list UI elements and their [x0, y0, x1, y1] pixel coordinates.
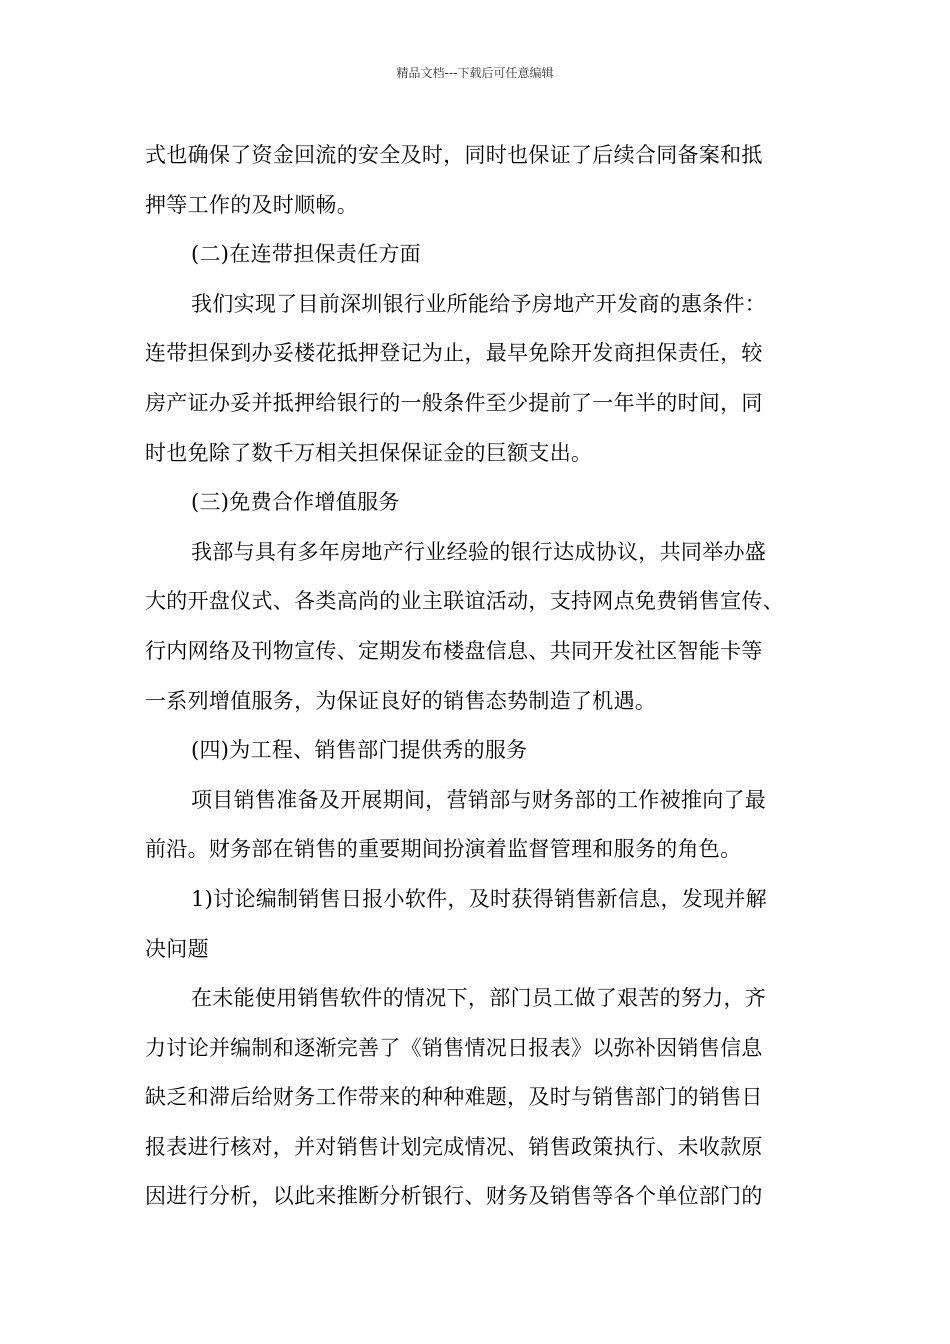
section-heading-4: (四)为工程、销售部门提供秀的服务: [191, 738, 528, 763]
text-line-15: 前沿。财务部在销售的重要期间扮演着监督管理和服务的角色。: [145, 837, 742, 862]
section-heading-3: (三)免费合作增值服务: [191, 490, 400, 515]
subsection-heading-1: 1)讨论编制销售日报小软件，及时获得销售新信息，发现并解: [191, 886, 767, 911]
text-line-21: 报表进行核对，并对销售计划完成情况、销售政策执行、未收款原: [145, 1134, 763, 1159]
document-body: [145, 131, 815, 1222]
text-line-6: 房产证办妥并抵押给银行的一般条件至少提前了一年半的时间，同: [145, 390, 763, 415]
text-line-2: 押等工作的及时顺畅。: [145, 192, 358, 217]
text-line-14: 项目销售准备及开展期间，营销部与财务部的工作被推向了最: [191, 787, 767, 812]
text-line-7: 时也免除了数千万相关担保保证金的巨额支出。: [145, 440, 593, 465]
section-heading-2: (二)在连带担保责任方面: [191, 242, 421, 267]
text-line-4: 我们实现了目前深圳银行业所能给予房地产开发商的惠条件：: [191, 291, 767, 316]
page-header: 精品文档---下载后可任意编辑: [396, 66, 554, 80]
text-line-1: 式也确保了资金回流的安全及时，同时也保证了后续合同备案和抵: [145, 143, 763, 167]
text-line-5: 连带担保到办妥楼花抵押登记为止，最早免除开发商担保责任，较: [145, 341, 763, 366]
text-line-17: 决问题: [145, 936, 209, 961]
text-line-10: 大的开盘仪式、各类高尚的业主联谊活动，支持网点免费销售宣传、: [145, 589, 784, 614]
text-line-18: 在未能使用销售软件的情况下，部门员工做了艰苦的努力，齐: [191, 986, 767, 1011]
text-line-20: 缺乏和滞后给财务工作带来的种种难题，及时与销售部门的销售日: [145, 1085, 763, 1110]
text-line-11: 行内网络及刊物宣传、定期发布楼盘信息、共同开发社区智能卡等: [145, 638, 763, 663]
text-line-9: 我部与具有多年房地产行业经验的银行达成协议，共同举办盛: [191, 539, 767, 564]
text-line-12: 一系列增值服务，为保证良好的销售态势制造了机遇。: [145, 688, 657, 713]
text-line-19: 力讨论并编制和逐渐完善了《销售情况日报表》以弥补因销售信息: [145, 1035, 763, 1060]
text-line-22: 因进行分析，以此来推断分析银行、财务及销售等各个单位部门的: [145, 1184, 763, 1209]
